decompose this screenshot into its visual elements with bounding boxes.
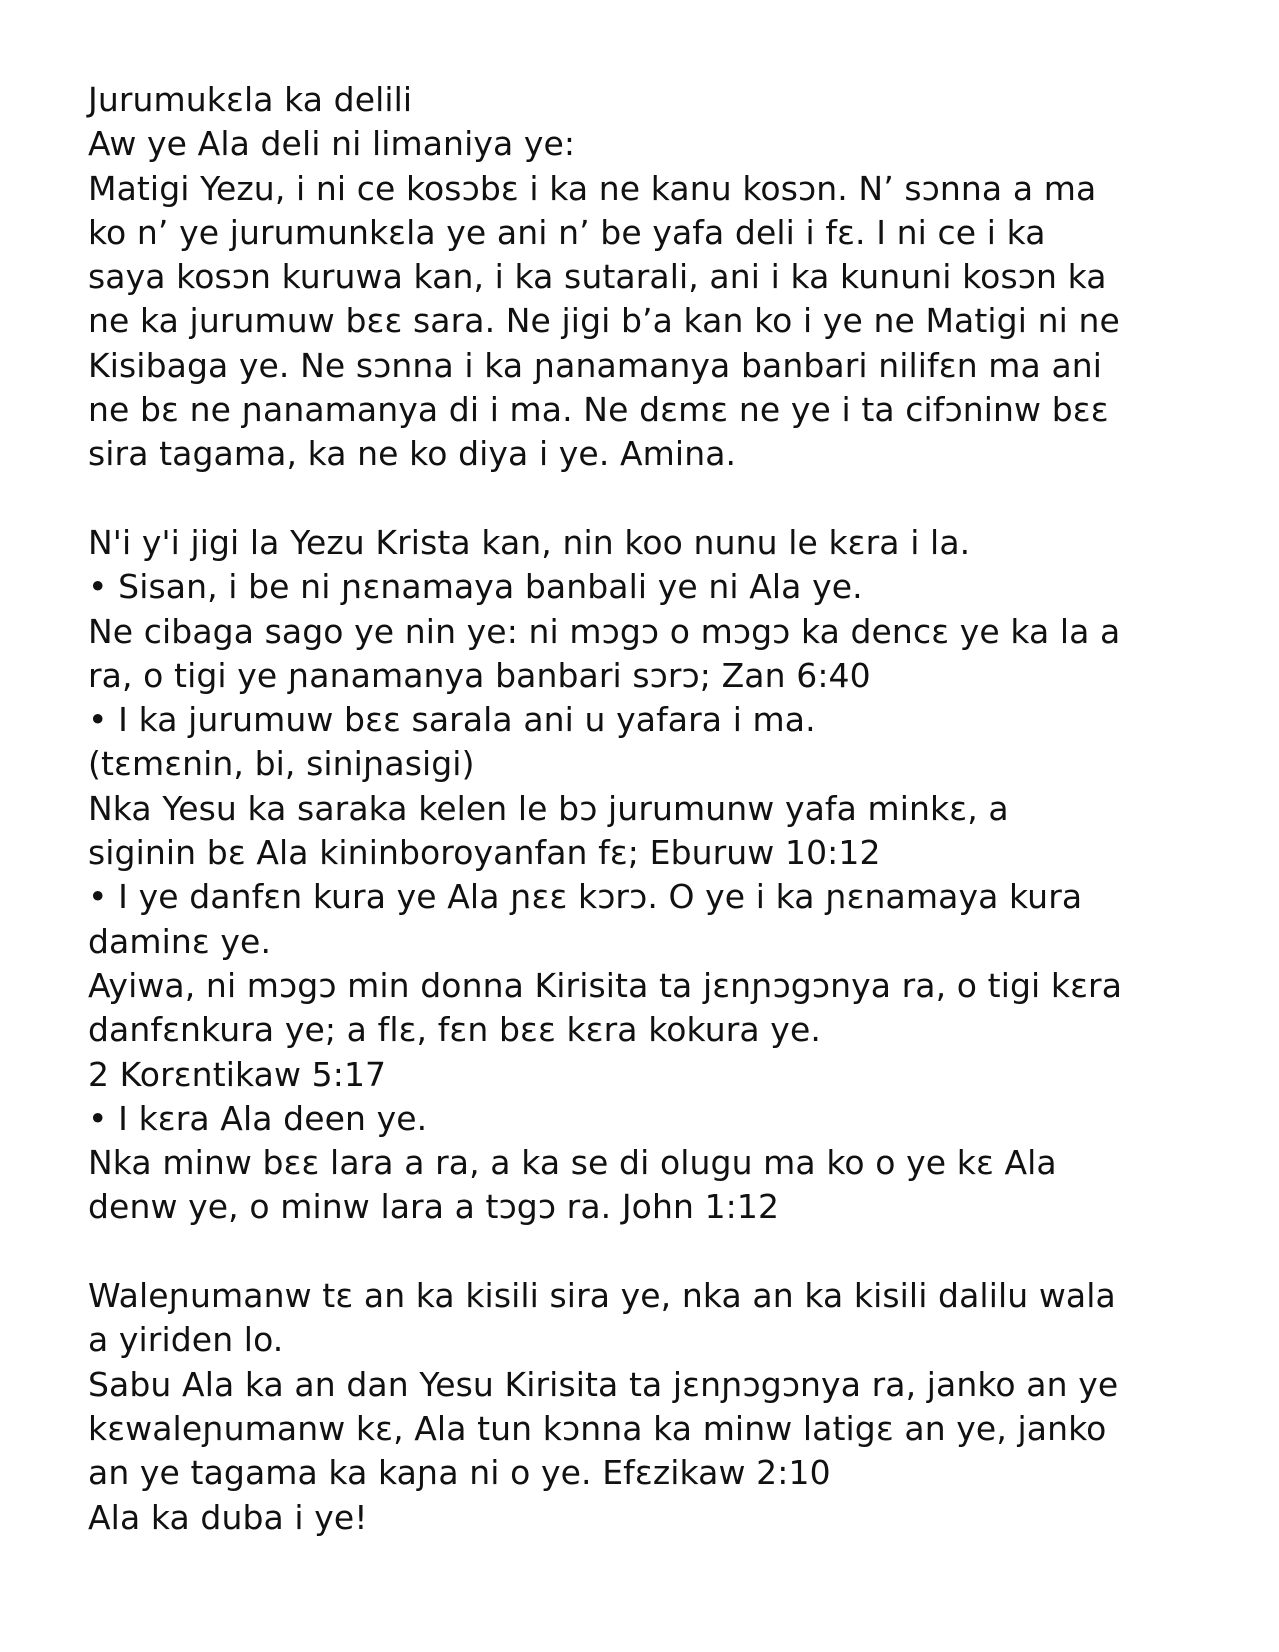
text-line: a yiriden lo. — [88, 1320, 284, 1360]
intro-line: Aw ye Ala deli ni limaniya ye: — [88, 124, 576, 164]
text-line: sira tagama, ka ne ko diya i ye. Amina. — [88, 434, 737, 474]
document-page — [88, 78, 1228, 1540]
text-line: Sabu Ala ka an dan Yesu Kirisita ta jɛnɲɔgɔnya ra, janko an ye — [88, 1364, 1119, 1404]
prayer-paragraph — [88, 167, 1228, 477]
bullet-line: • Sisan, i be ni ɲɛnamaya banbali ye ni Ala ye. — [88, 567, 863, 607]
text-line: daminɛ ye. — [88, 921, 272, 961]
text-line: (tɛmɛnin, bi, siniɲasigi) — [88, 744, 475, 784]
text-line: Nka minw bɛɛ lara a ra, a ka se di olugu ma ko o ye kɛ Ala — [88, 1143, 1057, 1183]
text-line: ko n’ ye jurumunkɛla ye ani n’ be yafa deli i fɛ. I ni ce i ka — [88, 212, 1046, 252]
good-works-section — [88, 1274, 1228, 1540]
bullet-line: • I kɛra Ala deen ye. — [88, 1098, 428, 1138]
text-line: N'i y'i jigi la Yezu Krista kan, nin koo nunu le kɛra i la. — [88, 522, 971, 562]
text-line: 2 Korɛntikaw 5:17 — [88, 1054, 387, 1094]
paragraph-spacer — [88, 1230, 1228, 1274]
bullet-line: • I ka jurumuw bɛɛ sarala ani u yafara i ma. — [88, 700, 816, 740]
paragraph-spacer — [88, 477, 1228, 521]
text-line: ra, o tigi ye ɲanamanya banbari sɔrɔ; Zan 6:40 — [88, 655, 871, 695]
text-line: an ye tagama ka kaɲa ni o ye. Efɛzikaw 2:10 — [88, 1453, 831, 1493]
text-line: siginin bɛ Ala kininboroyanfan fɛ; Eburuw 10:12 — [88, 833, 881, 873]
bullet-line: • I ye danfɛn kura ye Ala ɲɛɛ kɔrɔ. O ye i ka ɲɛnamaya kura — [88, 877, 1083, 917]
text-line: saya kosɔn kuruwa kan, i ka sutarali, ani i ka kununi kosɔn ka — [88, 257, 1107, 297]
text-line: Waleɲumanw tɛ an ka kisili sira ye, nka an ka kisili dalilu wala — [88, 1276, 1116, 1316]
text-line: Ne cibaga sago ye nin ye: ni mɔgɔ o mɔgɔ ka dencɛ ye ka la a — [88, 611, 1121, 651]
document-title: Jurumukɛla ka delili — [88, 80, 413, 119]
assurance-section — [88, 521, 1228, 1230]
text-line: Matigi Yezu, i ni ce kosɔbɛ i ka ne kanu kosɔn. N’ sɔnna a ma — [88, 168, 1097, 208]
text-line: ne ka jurumuw bɛɛ sara. Ne jigi b’a kan ko i ye ne Matigi ni ne — [88, 301, 1120, 341]
closing-blessing: Ala ka duba i ye! — [88, 1497, 368, 1537]
text-line: Ayiwa, ni mɔgɔ min donna Kirisita ta jɛnɲɔgɔnya ra, o tigi kɛra — [88, 965, 1123, 1005]
text-line: ne bɛ ne ɲanamanya di i ma. Ne dɛmɛ ne ye i ta cifɔninw bɛɛ — [88, 390, 1109, 430]
text-line: Nka Yesu ka saraka kelen le bɔ jurumunw yafa minkɛ, a — [88, 788, 1009, 828]
text-line: kɛwaleɲumanw kɛ, Ala tun kɔnna ka minw latigɛ an ye, janko — [88, 1408, 1107, 1448]
text-line: denw ye, o minw lara a tɔgɔ ra. John 1:12 — [88, 1187, 780, 1227]
text-line: Kisibaga ye. Ne sɔnna i ka ɲanamanya banbari nilifɛn ma ani — [88, 345, 1103, 385]
text-line: danfɛnkura ye; a flɛ, fɛn bɛɛ kɛra kokura ye. — [88, 1010, 821, 1050]
